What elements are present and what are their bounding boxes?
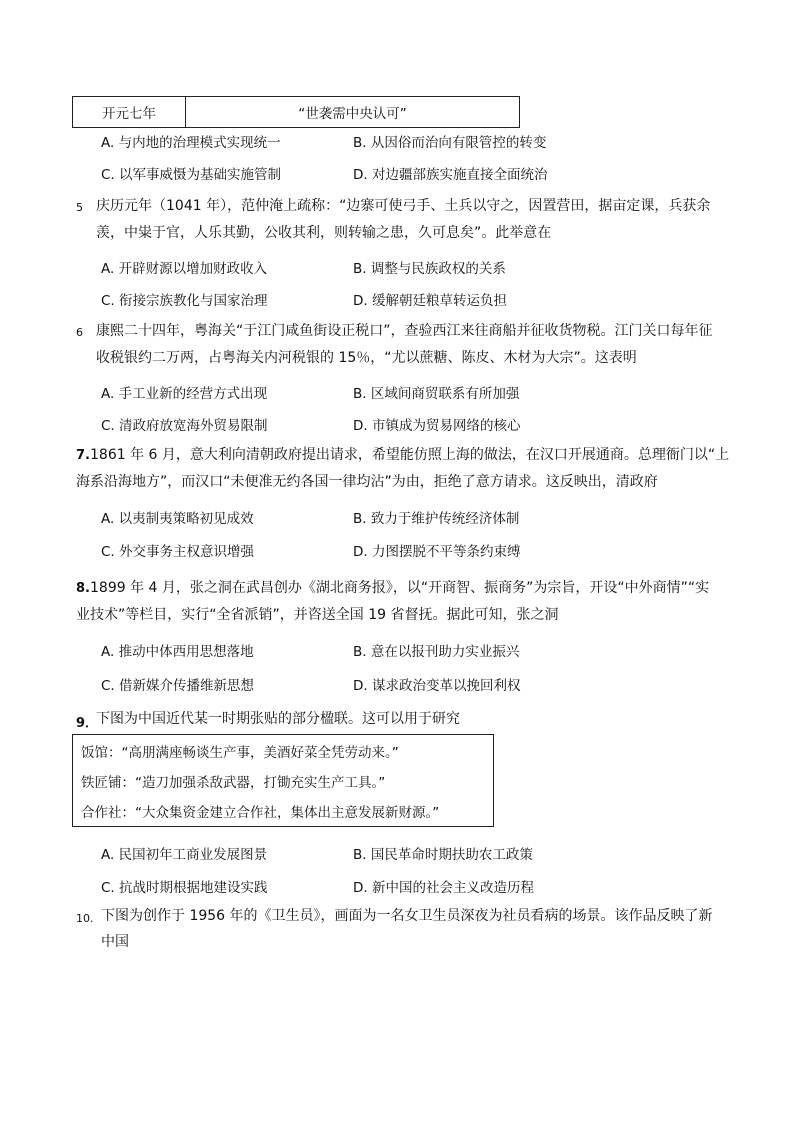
question-text: 下图为创作于 1956 年的《卫生员》，画面为一名女卫生员深夜为社员看病的场景。该作品反映了新 bbox=[101, 908, 713, 924]
table-cell-content: “世袭需中央认可” bbox=[186, 97, 520, 128]
question-number: 5 bbox=[76, 201, 83, 214]
q4-option-a: A. 与内地的治理模式实现统一 bbox=[101, 135, 281, 151]
couplet-box bbox=[72, 734, 494, 827]
q8-option-c: C. 借新媒介传播维新思想 bbox=[101, 678, 255, 694]
q6-option-a: A. 手工业新的经营方式出现 bbox=[101, 386, 268, 402]
q7-option-c: C. 外交事务主权意识增强 bbox=[101, 544, 255, 560]
q7-option-b: B. 致力于维护传统经济体制 bbox=[353, 511, 520, 527]
question-text: 1861 年 6 月，意大利向清朝政府提出请求，希望能仿照上海的做法，在汉口开展通商。总理衙门以“上 bbox=[90, 447, 730, 463]
question-number: 7. bbox=[76, 448, 90, 463]
couplet-line: 铁匠铺：“造刀加强杀敌武器，打锄充实生产工具。” bbox=[81, 775, 386, 791]
q9-option-b: B. 国民革命时期扶助农工政策 bbox=[353, 847, 533, 863]
question-text: 庆历元年（1041 年），范仲淹上疏称：“边寨可使弓手、土兵以守之，因置营田，据亩定课，兵获余 bbox=[96, 198, 711, 214]
q6-option-d: D. 市镇成为贸易网络的核心 bbox=[353, 418, 521, 434]
question-text: 康熙二十四年，粤海关“于江门咸鱼街设正税口”，查验西江来往商船并征收货物税。江门关口每年征 bbox=[96, 323, 713, 339]
q4-option-b: B. 从因俗而治向有限管控的转变 bbox=[353, 135, 547, 151]
question-text: 中国 bbox=[101, 934, 129, 950]
q5-option-c: C. 衔接宗族教化与国家治理 bbox=[101, 293, 268, 309]
question-number: 10. bbox=[76, 912, 94, 925]
question-text: 收税银约二万两，占粤海关内河税银的 15％，“尤以蔗糖、陈皮、木材为大宗”。这表明 bbox=[96, 350, 637, 366]
question-text: 羡，中粜于官，人乐其勤，公收其利，则转输之患，久可息矣”。此举意在 bbox=[96, 225, 552, 241]
couplet-line: 合作社：“大众集资金建立合作社，集体出主意发展新财源。” bbox=[81, 805, 440, 821]
table-row bbox=[73, 97, 520, 128]
q4-option-d: D. 对边疆部族实施直接全面统治 bbox=[353, 167, 548, 183]
question-number: 6 bbox=[76, 326, 83, 339]
q5-option-d: D. 缓解朝廷粮草转运负担 bbox=[353, 293, 507, 309]
q8-option-b: B. 意在以报刊助力实业振兴 bbox=[353, 644, 520, 660]
q6-option-b: B. 区域间商贸联系有所加强 bbox=[353, 386, 520, 402]
couplet-line: 饭馆：“高朋满座畅谈生产事，美酒好菜全凭劳动来。” bbox=[81, 745, 399, 761]
question-text: 下图为中国近代某一时期张贴的部分楹联。这可以用于研究 bbox=[96, 711, 460, 727]
q7-option-d: D. 力图摆脱不平等条约束缚 bbox=[353, 544, 521, 560]
q5-option-b: B. 调整与民族政权的关系 bbox=[353, 261, 506, 277]
question-text: 业技术”等栏目，实行“全省派销”，并咨送全国 19 省督抚。据此可知，张之洞 bbox=[76, 607, 559, 623]
question-number: 8. bbox=[76, 581, 90, 596]
q9-option-a: A. 民国初年工商业发展图景 bbox=[101, 847, 268, 863]
q5-option-a: A. 开辟财源以增加财政收入 bbox=[101, 261, 268, 277]
table-cell-year: 开元七年 bbox=[73, 97, 186, 128]
top-table bbox=[72, 96, 520, 128]
q9-option-c: C. 抗战时期根据地建设实践 bbox=[101, 880, 268, 896]
q6-option-c: C. 清政府放宽海外贸易限制 bbox=[101, 418, 268, 434]
q7-option-a: A. 以夷制夷策略初见成效 bbox=[101, 511, 254, 527]
question-text: 海系沿海地方”，而汉口“未便准无约各国一律均沾”为由，拒绝了意方请求。这反映出，清政府 bbox=[76, 474, 658, 490]
question-text: 1899 年 4 月，张之洞在武昌创办《湖北商务报》，以“开商智、振商务”为宗旨，开设“中外商情”“实 bbox=[90, 580, 710, 596]
q4-option-c: C. 以军事威慑为基础实施管制 bbox=[101, 167, 282, 183]
q9-option-d: D. 新中国的社会主义改造历程 bbox=[353, 880, 534, 896]
q8-option-a: A. 推动中体西用思想落地 bbox=[101, 644, 254, 660]
question-number: 9． bbox=[76, 716, 99, 731]
q8-option-d: D. 谋求政治变革以挽回利权 bbox=[353, 678, 521, 694]
